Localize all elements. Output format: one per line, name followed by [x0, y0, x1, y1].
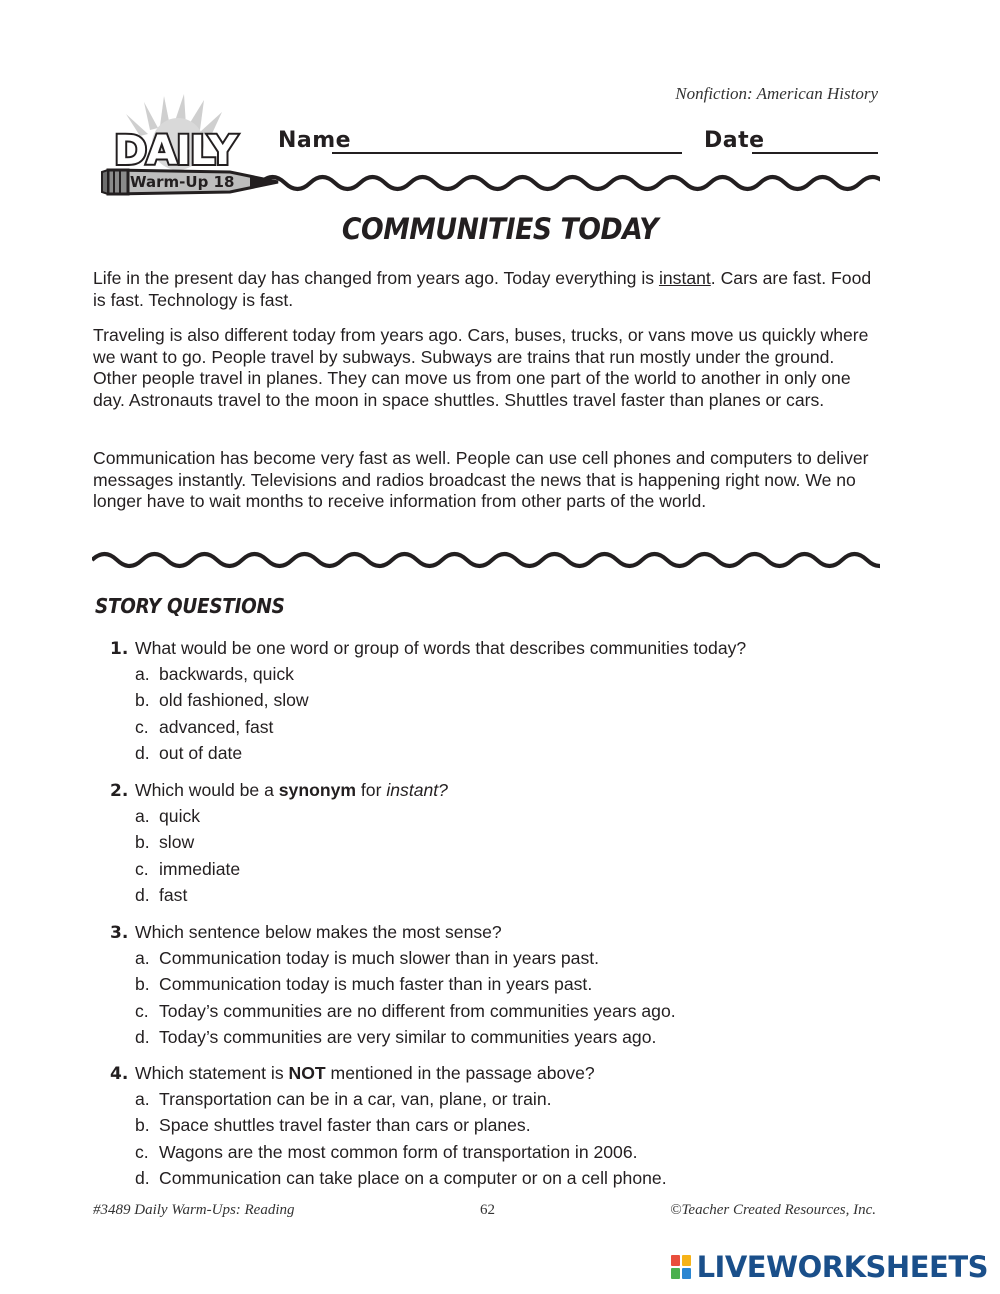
q4-bold-word: NOT	[288, 1063, 326, 1083]
answer-option-c[interactable]	[110, 717, 890, 743]
answer-option-c[interactable]	[110, 1001, 890, 1027]
answer-option-b[interactable]	[110, 974, 890, 1000]
option-letter: b.	[135, 690, 150, 711]
answer-option-b[interactable]	[110, 1115, 890, 1141]
option-text: Space shuttles travel faster than cars or planes.	[159, 1115, 531, 1136]
option-text: Transportation can be in a car, van, plane, or train.	[159, 1089, 552, 1109]
footer-copyright: ©Teacher Created Resources, Inc.	[670, 1202, 876, 1218]
question-text: What would be one word or group of words that describes communities today?	[135, 638, 747, 658]
wave-divider-middle	[92, 545, 880, 575]
option-letter: c.	[135, 716, 149, 737]
option-text: out of date	[159, 743, 243, 764]
q2-text-mid: for	[356, 780, 387, 800]
option-text: immediate	[159, 858, 241, 879]
option-letter: d.	[135, 885, 150, 906]
question-number: 3.	[110, 923, 129, 943]
answer-option-c[interactable]	[110, 859, 890, 885]
answer-option-c[interactable]	[110, 1142, 890, 1168]
option-text: fast	[159, 885, 188, 906]
p1-underlined-word: instant	[658, 268, 711, 288]
question-text	[135, 1063, 595, 1084]
q2-italic-word: instant?	[386, 780, 448, 800]
option-text: old fashioned, slow	[159, 690, 309, 711]
question-3	[110, 922, 890, 1054]
answer-option-a[interactable]	[110, 1089, 890, 1115]
category-label: Nonfiction: American History	[675, 84, 878, 103]
option-letter: b.	[135, 832, 150, 853]
question-number: 2.	[110, 781, 129, 801]
answer-option-d[interactable]	[110, 885, 890, 911]
option-text: advanced, fast	[159, 716, 274, 737]
answer-option-a[interactable]	[110, 948, 890, 974]
passage-paragraph-1	[93, 268, 883, 311]
option-text: Communication today is much slower than in years past.	[159, 948, 600, 968]
option-text: quick	[159, 806, 201, 826]
option-letter: c.	[135, 1000, 149, 1021]
option-letter: a.	[135, 948, 150, 968]
question-2	[110, 780, 890, 912]
date-label: Date	[704, 128, 765, 153]
q2-bold-word: synonym	[278, 780, 357, 800]
option-letter: d.	[135, 1027, 150, 1048]
option-text: Today’s communities are no different from communities years ago.	[159, 1000, 676, 1021]
option-letter: a.	[135, 806, 150, 826]
answer-option-d[interactable]	[110, 1027, 890, 1053]
badge-word: DAILY	[114, 128, 237, 174]
daily-warmup-badge	[100, 88, 280, 203]
answer-option-b[interactable]	[110, 690, 890, 716]
logo-block	[671, 1255, 680, 1266]
name-label: Name	[278, 128, 352, 153]
liveworksheets-text: LIVEWORKSHEETS	[696, 1250, 988, 1284]
page-title: COMMUNITIES TODAY	[341, 212, 659, 246]
passage-paragraph-3: Communication has become very fast as well. People can use cell phones and computers to deliver messages instantly. Televisions and radios broadcast the news that is happening right now. We no longer have to wait months to receive information from other parts of the world.	[93, 448, 869, 512]
answer-option-a[interactable]	[110, 664, 890, 690]
liveworksheets-blocks-icon	[671, 1255, 691, 1279]
option-text: Communication today is much faster than in years past.	[159, 974, 593, 995]
q4-text-before: Which statement is	[135, 1063, 289, 1083]
p1-after: . Cars are fast. Food is fast. Technology is fast.	[93, 268, 872, 310]
option-letter: a.	[135, 1089, 150, 1109]
answer-option-b[interactable]	[110, 832, 890, 858]
option-text: backwards, quick	[159, 664, 294, 684]
option-text: Today’s communities are very similar to communities years ago.	[159, 1027, 657, 1048]
answer-option-a[interactable]	[110, 806, 890, 832]
question-text	[135, 780, 448, 801]
date-field[interactable]	[752, 152, 878, 154]
footer-book-title: #3489 Daily Warm-Ups: Reading	[93, 1202, 295, 1218]
option-letter: c.	[135, 858, 149, 879]
question-number: 4.	[110, 1064, 129, 1084]
passage-paragraph-2: Traveling is also different today from years ago. Cars, buses, trucks, or vans move us quickly where we want to go. People travel by subways. Subways are trains that run mostly under the ground. Other people travel in planes. They can move us from one part of the world to another in only one day. Astronauts travel to the moon in space shuttles. Shuttles travel faster than planes or cars.	[93, 325, 869, 410]
footer-page-number: 62	[480, 1202, 495, 1218]
answer-option-d[interactable]	[110, 1168, 890, 1194]
badge-subtitle: Warm-Up 18	[130, 173, 235, 191]
option-text: slow	[159, 832, 195, 853]
logo-block	[682, 1268, 691, 1279]
option-letter: d.	[135, 1168, 150, 1189]
logo-block	[682, 1255, 691, 1266]
q2-text-before: Which would be a	[135, 780, 279, 800]
question-4	[110, 1063, 890, 1195]
wave-divider-top	[260, 168, 880, 198]
option-letter: c.	[135, 1141, 149, 1162]
question-1	[110, 638, 890, 770]
option-letter: b.	[135, 974, 150, 995]
liveworksheets-logo[interactable]	[671, 1250, 988, 1284]
question-number: 1.	[110, 639, 129, 659]
story-questions-heading: STORY QUESTIONS	[95, 594, 285, 618]
option-letter: b.	[135, 1115, 150, 1136]
name-field[interactable]	[332, 152, 682, 154]
question-text: Which sentence below makes the most sense?	[135, 922, 502, 942]
option-text: Wagons are the most common form of transportation in 2006.	[159, 1141, 638, 1162]
option-text: Communication can take place on a computer or on a cell phone.	[159, 1168, 667, 1189]
option-letter: d.	[135, 743, 150, 764]
option-letter: a.	[135, 664, 150, 684]
p1-before: Life in the present day has changed from years ago. Today everything is	[93, 268, 659, 288]
q4-text-after: mentioned in the passage above?	[325, 1063, 595, 1083]
answer-option-d[interactable]	[110, 743, 890, 769]
logo-block	[671, 1268, 680, 1279]
